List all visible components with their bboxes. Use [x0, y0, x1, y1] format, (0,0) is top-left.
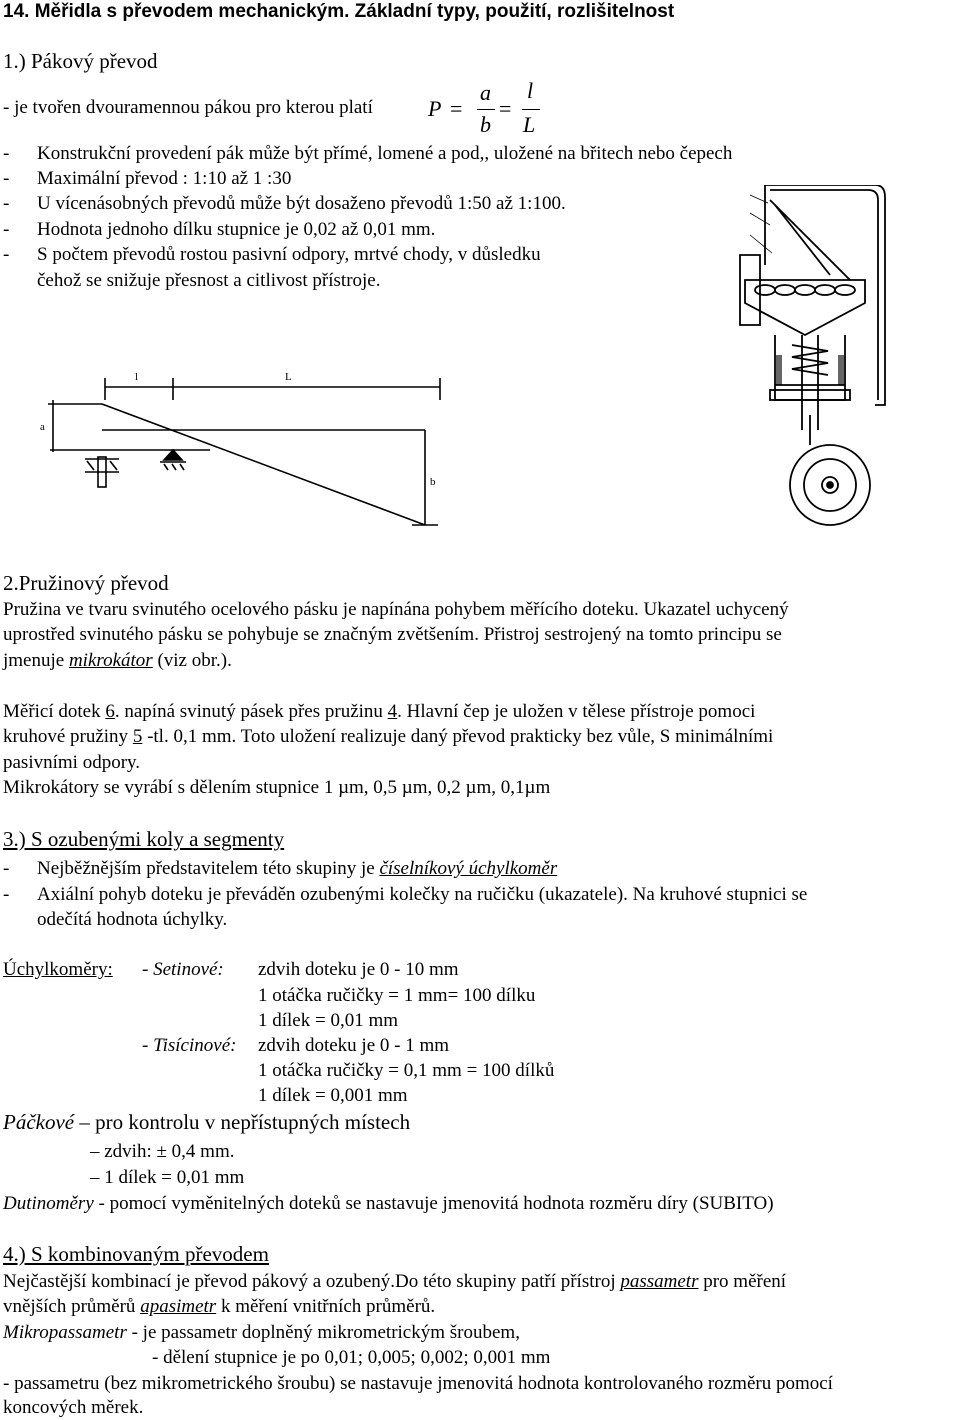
s4-line-2: vnějších průměrů apasimetr k měření vnitřních průměrů.: [3, 1296, 436, 1317]
mikrokator-diagram: [710, 185, 930, 530]
apasimetr-link[interactable]: apasimetr: [140, 1296, 217, 1317]
s3-bullet-1: - Nejběžnějším představitelem této skupiny je číselníkový úchylkoměr: [3, 858, 558, 879]
s4-last-line-1: - passametru (bez mikrometrického šroubu) se nastavuje jmenovitá hodnota kontrolovaného rozměru pomocí: [3, 1373, 833, 1394]
setinove-label: - Setinové:: [142, 959, 224, 980]
setinove-line-2: 1 otáčka ručičky = 1 mm= 100 dílku: [258, 985, 536, 1006]
s4-line-1: Nejčastější kombinací je převod pákový a ozubený.Do této skupiny patří přístroj passametr pro měření: [3, 1271, 787, 1292]
s4-last-line-2: koncových měrek.: [3, 1397, 144, 1418]
bullet-4: - Hodnota jednoho dílku stupnice je 0,02 až 0,01 mm.: [3, 219, 436, 240]
packove-line: Páčkové – pro kontrolu v nepřístupných místech: [3, 1110, 411, 1134]
label-l: l: [135, 371, 139, 383]
dutinomery-line: Dutinoměry - pomocí vyměnitelných doteků se nastavuje jmenovitá hodnota rozměru díry (SUBITO): [3, 1193, 774, 1214]
tisicinove-label: - Tisícinové:: [142, 1035, 237, 1056]
s2-p2-line3: pasivními odpory.: [3, 752, 141, 773]
s3-bullet-2-cont: odečítá hodnota úchylky.: [37, 909, 228, 930]
mikrokator-link[interactable]: mikrokátor: [68, 650, 153, 671]
s2-p3: Mikrokátory se vyrábí s dělením stupnice 1 µm, 0,5 µm, 0,2 µm, 0,1µm: [3, 777, 551, 798]
formula-intro: - je tvořen dvouramennou pákou pro kterou platí: [3, 97, 373, 118]
s3-bullet-2: - Axiální pohyb doteku je převáděn ozubenými kolečky na ručičku (ukazatele). Na kruhové stupnici se: [3, 884, 808, 905]
tisicinove-line-1: zdvih doteku je 0 - 1 mm: [258, 1035, 450, 1056]
formula: [428, 78, 548, 140]
formula-L: L: [523, 112, 536, 137]
bullet-1: - Konstrukční provedení pák může být přímé, lomené a pod,, uložené na břitech nebo čepech: [3, 143, 733, 164]
label-L: L: [285, 371, 292, 383]
mikropassametr-line-2: - dělení stupnice je po 0,01; 0,005; 0,002; 0,001 mm: [152, 1347, 551, 1368]
tisicinove-line-3: 1 dílek = 0,001 mm: [258, 1085, 408, 1106]
setinove-line-1: zdvih doteku je 0 - 10 mm: [258, 959, 459, 980]
section-3-title: 3.) S ozubenými koly a segmenty: [3, 827, 285, 851]
formula-b: b: [480, 112, 491, 137]
formula-p: P: [428, 96, 442, 121]
bullet-5: - S počtem převodů rostou pasivní odpory, mrtvé chody, v důsledku: [3, 244, 541, 265]
lever-diagram: [30, 360, 470, 530]
s2-p2-line1: Měřicí dotek 6. napíná svinutý pásek přes pružinu 4. Hlavní čep je uložen v tělese přístroje pomoci: [3, 701, 756, 722]
passametr-link[interactable]: passametr: [620, 1271, 699, 1292]
formula-a: a: [480, 80, 491, 105]
formula-l: l: [527, 78, 534, 103]
s2-p1-line3: jmenuje mikrokátor (viz obr.).: [3, 650, 232, 671]
bullet-5-continued: čehož se snižuje přesnost a citlivost přístroje.: [37, 270, 381, 291]
s2-p1-line2: uprostřed svinutého pásku se pohybuje se značným zvětšením. Přistroj sestrojený na tomto principu se: [3, 624, 782, 645]
section-2-title: 2.Pružinový převod: [3, 571, 169, 595]
page-heading: 14. Měřidla s převodem mechanickým. Základní typy, použití, rozlišitelnost: [3, 1, 675, 22]
uchylkomery-label: Úchylkoměry:: [3, 959, 113, 980]
section-1-title: 1.) Pákový převod: [3, 49, 158, 73]
bullet-2: - Maximální převod : 1:10 až 1 :30: [3, 168, 292, 189]
label-b: b: [430, 476, 436, 488]
fraction-bar-2: [522, 109, 540, 110]
bullet-3: - U vícenásobných převodů může být dosaženo převodů 1:50 až 1:100.: [3, 193, 566, 214]
packove-item-2: – 1 dílek = 0,01 mm: [90, 1167, 245, 1188]
formula-eq2: =: [499, 96, 512, 121]
fraction-bar-1: [477, 109, 495, 110]
packove-item-1: – zdvih: ± 0,4 mm.: [90, 1141, 235, 1162]
ciselnikovy-uchylkomer-link[interactable]: číselníkový úchylkoměr: [379, 858, 558, 879]
s2-p2-line2: kruhové pružiny 5 -tl. 0,1 mm. Toto uložení realizuje daný převod prakticky bez vůle, S minimálními: [3, 726, 774, 747]
mikropassametr-line: Mikropassametr - je passametr doplněný mikrometrickým šroubem,: [3, 1322, 520, 1343]
formula-eq1: =: [450, 96, 463, 121]
setinove-line-3: 1 dílek = 0,01 mm: [258, 1010, 399, 1031]
tisicinove-line-2: 1 otáčka ručičky = 0,1 mm = 100 dílků: [258, 1060, 555, 1081]
s2-p1-line1: Pružina ve tvaru svinutého ocelového pásku je napínána pohybem měřícího doteku. Ukazatel uchycený: [3, 599, 789, 620]
section-4-title: 4.) S kombinovaným převodem: [3, 1242, 269, 1266]
label-a: a: [40, 421, 45, 433]
